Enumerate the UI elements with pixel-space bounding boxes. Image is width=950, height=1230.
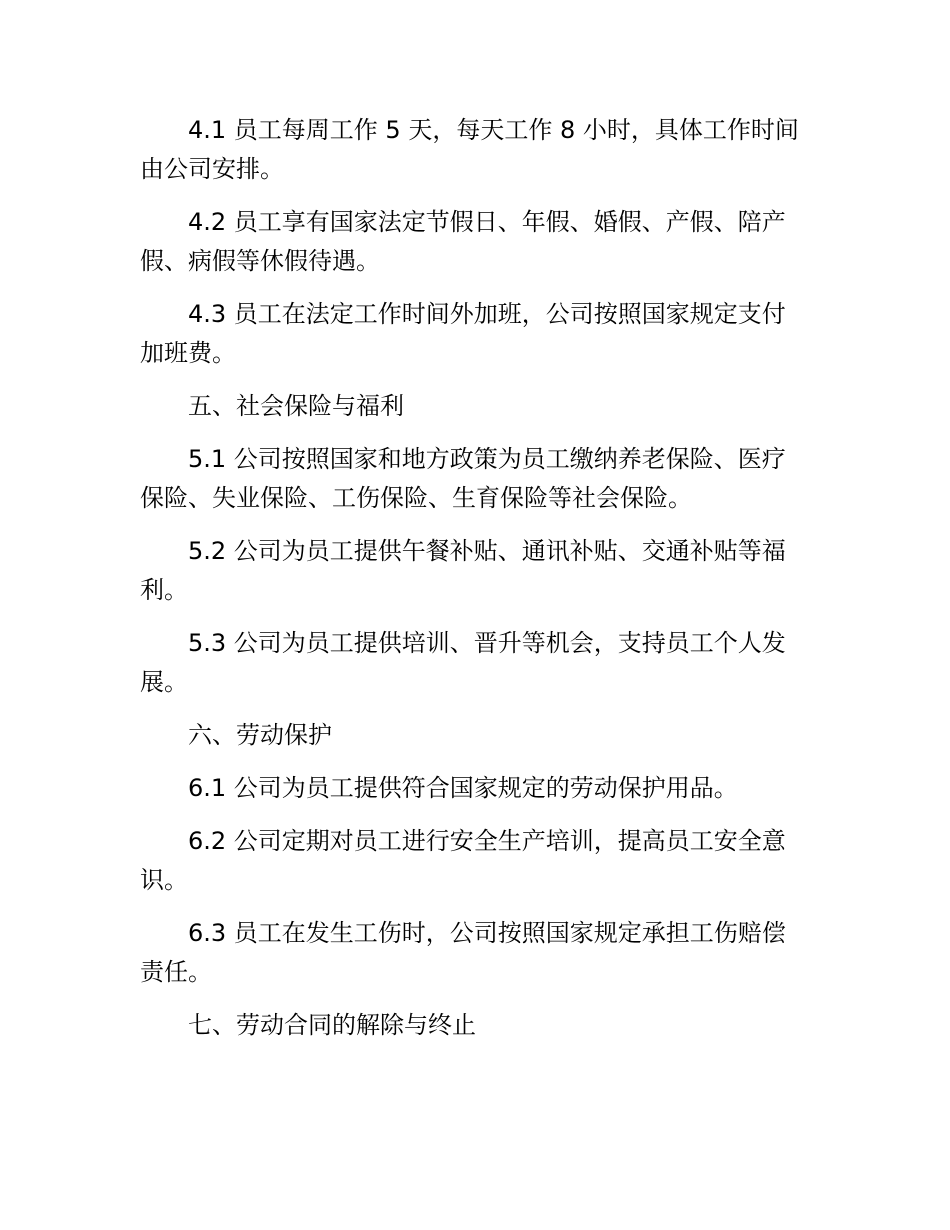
paragraph-4-2: 4.2 员工享有国家法定节假日、年假、婚假、产假、陪产假、病假等休假待遇。 bbox=[140, 208, 786, 275]
paragraph-4-3: 4.3 员工在法定工作时间外加班，公司按照国家规定支付加班费。 bbox=[140, 300, 786, 367]
section-heading-6: 六、劳动保护 bbox=[188, 721, 332, 749]
paragraph-5-1: 5.1 公司按照国家和地方政策为员工缴纳养老保险、医疗保险、失业保险、工伤保险、生育保险等社会保险。 bbox=[140, 445, 786, 512]
paragraph-6-2: 6.2 公司定期对员工进行安全生产培训，提高员工安全意识。 bbox=[140, 827, 786, 894]
section-heading-7: 七、劳动合同的解除与终止 bbox=[188, 1011, 476, 1039]
paragraph-6-1: 6.1 公司为员工提供符合国家规定的劳动保护用品。 bbox=[188, 774, 738, 802]
paragraph-4-1: 4.1 员工每周工作 5 天，每天工作 8 小时，具体工作时间由公司安排。 bbox=[140, 116, 799, 183]
paragraph-5-3: 5.3 公司为员工提供培训、晋升等机会，支持员工个人发展。 bbox=[140, 629, 786, 696]
document-body bbox=[140, 111, 805, 1059]
paragraph-6-3: 6.3 员工在发生工伤时，公司按照国家规定承担工伤赔偿责任。 bbox=[140, 919, 786, 986]
section-heading-5: 五、社会保险与福利 bbox=[188, 392, 404, 420]
paragraph-5-2: 5.2 公司为员工提供午餐补贴、通讯补贴、交通补贴等福利。 bbox=[140, 537, 786, 604]
